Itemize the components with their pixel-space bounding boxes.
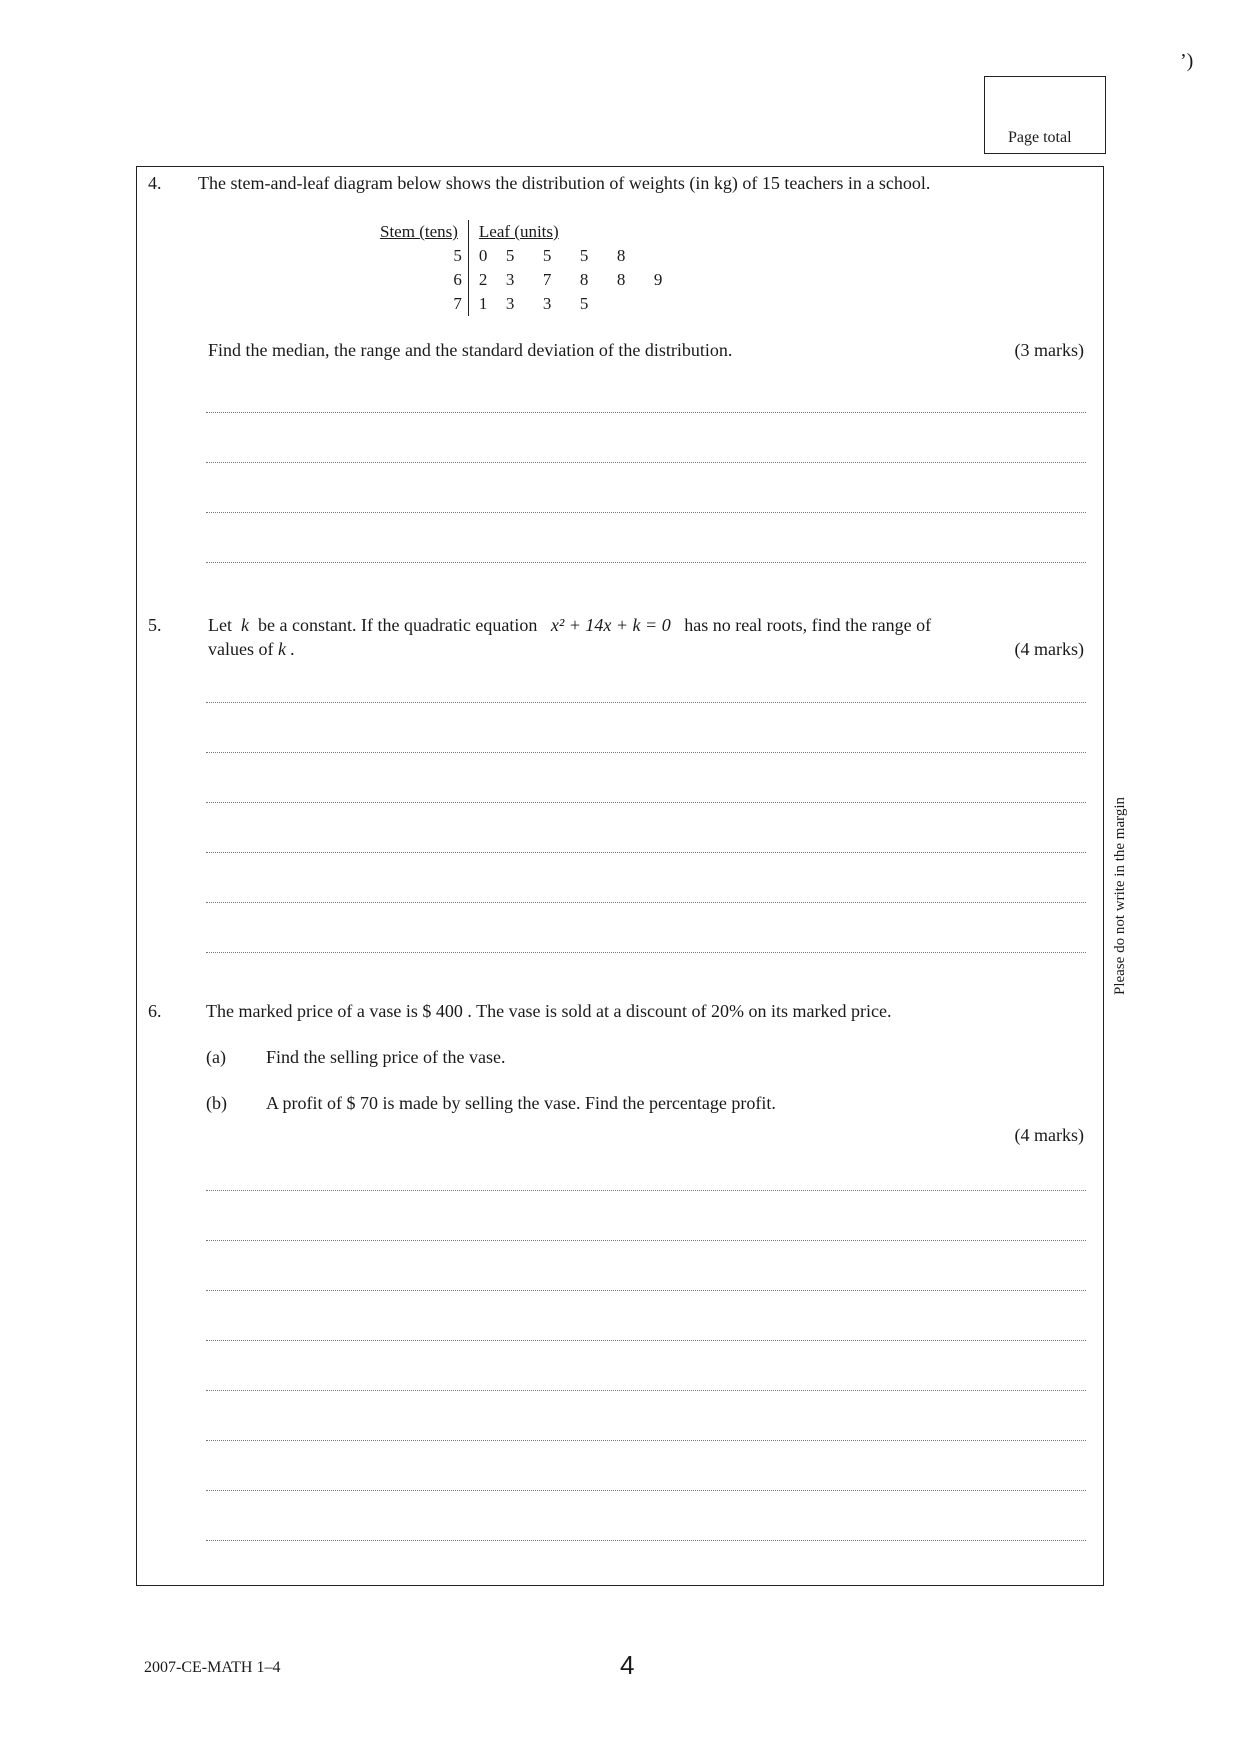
leaf-value: 5 <box>579 246 589 265</box>
leaf-value: 3 <box>505 294 515 313</box>
q4-prompt: Find the median, the range and the standard deviation of the distribution. <box>208 340 733 360</box>
stem-row <box>380 292 691 316</box>
q6-number: 6. <box>148 1001 162 1021</box>
stem-header: Stem (tens) <box>380 220 468 244</box>
leaf-header: Leaf (units) <box>478 222 559 241</box>
answer-line <box>206 752 1086 753</box>
q5-line2 <box>208 639 295 660</box>
q5-text-part1: Let <box>208 615 232 635</box>
q4-text: The stem-and-leaf diagram below shows the distribution of weights (in kg) of 15 teachers in a school. <box>198 173 931 193</box>
q6-marks: (4 marks) <box>1014 1125 1084 1145</box>
q5-line2-text: values of <box>208 639 274 659</box>
leaf-value <box>654 244 691 268</box>
leaf-value: 1 <box>478 294 488 313</box>
leaf-value: 7 <box>542 270 552 289</box>
leaf-value: 8 <box>579 270 589 289</box>
q5-text-part2: be a constant. If the quadratic equation <box>258 615 538 635</box>
stem-value: 5 <box>380 244 468 268</box>
stem-and-leaf-diagram <box>380 220 691 316</box>
answer-frame <box>136 166 1104 1586</box>
page-total-label: Page total <box>1008 129 1072 146</box>
leaf-value: 0 <box>478 246 488 265</box>
leaf-value: 8 <box>616 246 626 265</box>
q5-number: 5. <box>148 615 162 635</box>
leaf-value: 8 <box>616 270 626 289</box>
stem-value: 7 <box>380 292 468 316</box>
q5-var-k: k <box>241 615 249 635</box>
footer-code: 2007-CE-MATH 1–4 <box>144 1659 281 1676</box>
q6-part-a-label: (a) <box>206 1047 226 1067</box>
answer-line <box>206 562 1086 563</box>
stem-row <box>380 244 691 268</box>
leaf-value: 5 <box>579 294 589 313</box>
q6-part-a-text: Find the selling price of the vase. <box>266 1047 506 1067</box>
leaf-value: 3 <box>505 270 515 289</box>
leaf-value: 5 <box>505 246 515 265</box>
answer-line <box>206 952 1086 953</box>
answer-line <box>206 1340 1086 1341</box>
leaf-value <box>654 292 691 316</box>
answer-line <box>206 462 1086 463</box>
q6-part-b-label: (b) <box>206 1093 227 1113</box>
answer-line <box>206 852 1086 853</box>
q6-part-b-text: A profit of $ 70 is made by selling the vase. Find the percentage profit. <box>266 1093 776 1113</box>
q5-line1 <box>208 615 931 636</box>
leaf-value <box>617 292 654 316</box>
leaf-value: 5 <box>542 246 552 265</box>
answer-line <box>206 702 1086 703</box>
answer-line <box>206 1290 1086 1291</box>
leaf-value: 9 <box>653 270 663 289</box>
answer-line <box>206 1540 1086 1541</box>
q5-text-part3: has no real roots, find the range of <box>684 615 932 635</box>
answer-line <box>206 902 1086 903</box>
q5-equation: x² + 14x + k = 0 <box>550 615 671 635</box>
answer-line <box>206 412 1086 413</box>
answer-line <box>206 1440 1086 1441</box>
q4-marks: (3 marks) <box>1014 340 1084 360</box>
page-number: 4 <box>620 1650 635 1680</box>
margin-note: Please do not write in the margin <box>1112 796 1128 995</box>
stem-value: 6 <box>380 268 468 292</box>
q6-text: The marked price of a vase is $ 400 . The vase is sold at a discount of 20% on its marked price. <box>206 1001 892 1021</box>
answer-line <box>206 1190 1086 1191</box>
answer-line <box>206 512 1086 513</box>
answer-line <box>206 1390 1086 1391</box>
leaf-value: 3 <box>542 294 552 313</box>
answer-line <box>206 802 1086 803</box>
answer-line <box>206 1490 1086 1491</box>
stem-row <box>380 268 691 292</box>
answer-line <box>206 1240 1086 1241</box>
q5-line2-var: k . <box>277 639 295 659</box>
corner-mark: ’) <box>1180 50 1194 72</box>
q4-number: 4. <box>148 173 162 193</box>
q5-marks: (4 marks) <box>1014 639 1084 659</box>
leaf-value: 2 <box>478 270 488 289</box>
